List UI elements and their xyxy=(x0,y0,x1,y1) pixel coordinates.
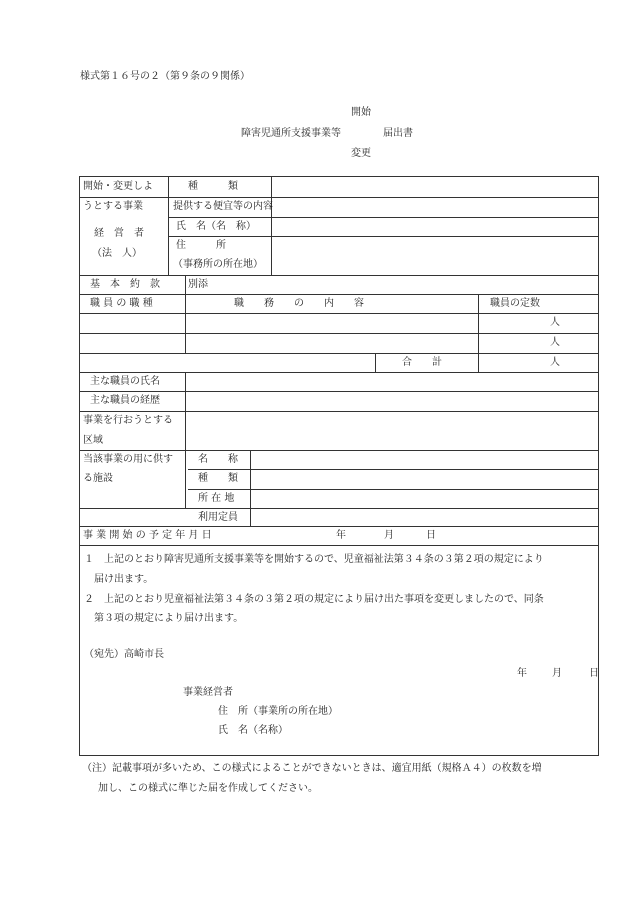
row-divider xyxy=(168,217,598,218)
articles-value: 別添 xyxy=(188,279,208,290)
facility-name-label: 名 称 xyxy=(198,454,238,465)
row-divider xyxy=(80,197,598,198)
person-unit: 人 xyxy=(550,337,560,348)
business-operator: 事業経営者 xyxy=(183,687,233,698)
row-divider xyxy=(80,526,598,527)
date-day: 日 xyxy=(589,668,599,679)
facility-label-2: る施設 xyxy=(83,473,113,484)
facility-capacity-label: 利用定員 xyxy=(198,512,238,523)
notice-item-1-cont: 届け出ます。 xyxy=(94,574,154,585)
footnote-line-2: 加し、この様式に準じた届を作成してください。 xyxy=(98,783,318,794)
column-divider xyxy=(185,275,186,295)
row-divider xyxy=(168,236,598,237)
facility-label: 当該事業の用に供す xyxy=(83,454,173,465)
operator-label-2: （法 人） xyxy=(92,248,142,259)
schedule-label: 事 業 開 始 の 予 定 年 月 日 xyxy=(83,530,212,541)
facility-location-label: 所 在 地 xyxy=(198,493,235,504)
operator-address: 住 所（事業所の所在地） xyxy=(218,706,338,717)
content-label: 提供する便宜等の内容 xyxy=(173,201,273,212)
application-form-table xyxy=(79,176,599,756)
kind-label: 種 類 xyxy=(188,181,238,192)
addressee: （宛先）高崎市長 xyxy=(84,649,164,660)
duty-header: 職 務 の 内 容 xyxy=(234,298,364,309)
column-divider xyxy=(271,217,272,275)
start-change-label: 開始・変更しよ xyxy=(83,181,153,192)
footnote-line-1: （注）記載事項が多いため、この様式によることができないときは、適宜用紙（規格Ａ４）の枚数を増 xyxy=(82,763,542,774)
row-divider xyxy=(80,508,598,509)
staff-count-header: 職員の定数 xyxy=(490,298,540,309)
notice-item-2-cont: 第３項の規定により届け出ます。 xyxy=(94,613,244,624)
row-divider xyxy=(80,313,598,314)
operator-name: 氏 名（名称） xyxy=(218,725,288,736)
total-label: 合 計 xyxy=(402,357,442,368)
main-staff-career-label: 主な職員の経歴 xyxy=(90,395,160,406)
address-label: 住 所 xyxy=(176,240,226,251)
operator-label: 経 営 者 xyxy=(94,228,144,239)
schedule-year: 年 xyxy=(336,530,346,541)
row-divider xyxy=(80,275,598,276)
row-divider xyxy=(80,294,598,295)
title-todokede: 届出書 xyxy=(383,128,413,139)
column-divider xyxy=(375,353,376,372)
column-divider xyxy=(185,372,186,508)
person-unit: 人 xyxy=(550,317,560,328)
articles-label: 基 本 約 款 xyxy=(90,279,160,290)
area-label-2: 区域 xyxy=(83,435,103,446)
column-divider xyxy=(250,450,251,508)
start-change-label-2: うとする事業 xyxy=(83,201,143,212)
area-label: 事業を行おうとする xyxy=(83,415,173,426)
column-divider xyxy=(250,508,251,526)
column-divider xyxy=(185,294,186,353)
row-divider xyxy=(80,353,598,354)
form-number: 様式第１６号の２（第９条の９関係） xyxy=(80,71,250,82)
date-year: 年 xyxy=(517,668,527,679)
row-divider xyxy=(80,372,598,373)
staff-type-header: 職 員 の 職 種 xyxy=(90,298,153,309)
address-label-2: （事務所の所在地） xyxy=(173,259,263,270)
column-divider xyxy=(478,294,479,372)
facility-kind-label: 種 類 xyxy=(198,473,238,484)
date-month: 月 xyxy=(552,668,562,679)
schedule-month: 月 xyxy=(384,530,394,541)
row-divider xyxy=(80,450,598,451)
column-divider xyxy=(168,177,169,275)
notice-item-2: ２ 上記のとおり児童福祉法第３４条の３第２項の規定により届け出た事項を変更しましたので、同条 xyxy=(84,594,544,605)
row-divider xyxy=(80,391,598,392)
schedule-day: 日 xyxy=(426,530,436,541)
row-divider xyxy=(80,411,598,412)
person-unit: 人 xyxy=(550,357,560,368)
name-label: 氏 名（名 称） xyxy=(176,221,256,232)
notice-item-1: １ 上記のとおり障害児通所支援事業等を開始するので、児童福祉法第３４条の３第２項の規定により xyxy=(84,554,544,565)
row-divider xyxy=(80,545,598,546)
main-staff-name-label: 主な職員の氏名 xyxy=(90,376,160,387)
title-start: 開始 xyxy=(351,107,371,118)
title-change: 変更 xyxy=(351,148,371,159)
title-main: 障害児通所支援事業等 xyxy=(241,128,341,139)
row-divider xyxy=(80,333,598,334)
footnote xyxy=(82,759,542,799)
